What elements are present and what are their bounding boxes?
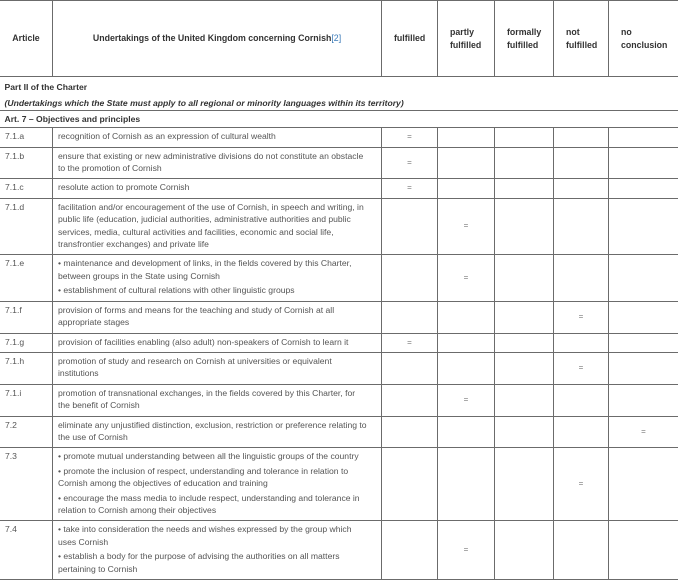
status-cell bbox=[554, 352, 609, 384]
header-partly-fulfilled: partly fulfilled bbox=[438, 1, 495, 77]
undertaking-text: ensure that existing or new administrative divisions do not constitute an obstacle to the promotion of Cornish bbox=[58, 150, 367, 175]
undertaking-text: • promote mutual understanding between all the linguistic groups of the country bbox=[58, 450, 367, 462]
status-cell bbox=[438, 255, 495, 301]
undertaking-text: facilitation and/or encouragement of the use of Cornish, in speech and writing, in public life (education, judicial authorities, administrative authorities and public services, media, cultural activities and facilities, economic and social life, transfrontier exchanges) and private life bbox=[58, 201, 367, 251]
status-mark-icon: = bbox=[464, 545, 469, 554]
status-cell bbox=[554, 198, 609, 255]
status-cell bbox=[554, 333, 609, 352]
status-cell bbox=[438, 384, 495, 416]
status-cell bbox=[495, 384, 554, 416]
status-cell bbox=[438, 128, 495, 147]
status-cell bbox=[382, 521, 438, 580]
status-cell bbox=[438, 448, 495, 521]
section-article: Art. 7 – Objectives and principles bbox=[0, 110, 678, 127]
status-cell bbox=[382, 198, 438, 255]
header-row bbox=[0, 1, 678, 77]
status-cell bbox=[609, 147, 678, 179]
section-part-note: (Undertakings which the State must apply to all regional or minority languages within its territory) bbox=[0, 95, 678, 110]
status-cell bbox=[495, 448, 554, 521]
status-cell bbox=[554, 416, 609, 448]
header-no-conclusion: no conclusion bbox=[609, 1, 678, 77]
header-not-fulfilled: not fulfilled bbox=[554, 1, 609, 77]
status-mark-icon: = bbox=[407, 132, 412, 141]
status-cell bbox=[609, 301, 678, 333]
reference-link[interactable]: [2] bbox=[331, 33, 341, 43]
undertaking-cell bbox=[53, 416, 382, 448]
undertaking-text: • establishment of cultural relations with other linguistic groups bbox=[58, 284, 367, 296]
status-cell bbox=[382, 128, 438, 147]
undertaking-cell bbox=[53, 128, 382, 147]
article-cell: 7.1.f bbox=[0, 301, 53, 333]
status-cell bbox=[609, 179, 678, 198]
status-cell bbox=[554, 448, 609, 521]
status-cell bbox=[495, 333, 554, 352]
status-cell bbox=[609, 333, 678, 352]
status-cell bbox=[554, 128, 609, 147]
undertaking-cell bbox=[53, 333, 382, 352]
status-cell bbox=[382, 333, 438, 352]
article-cell: 7.1.g bbox=[0, 333, 53, 352]
undertaking-cell bbox=[53, 255, 382, 301]
article-cell: 7.4 bbox=[0, 521, 53, 580]
status-cell bbox=[382, 255, 438, 301]
status-cell bbox=[382, 301, 438, 333]
undertaking-text: recognition of Cornish as an expression of cultural wealth bbox=[58, 130, 367, 142]
section-note-row bbox=[0, 95, 678, 110]
status-cell bbox=[609, 255, 678, 301]
article-cell: 7.3 bbox=[0, 448, 53, 521]
header-fulfilled: fulfilled bbox=[382, 1, 438, 77]
article-cell: 7.1.b bbox=[0, 147, 53, 179]
status-cell bbox=[554, 301, 609, 333]
status-cell bbox=[438, 416, 495, 448]
article-cell: 7.1.c bbox=[0, 179, 53, 198]
status-cell bbox=[495, 301, 554, 333]
status-mark-icon: = bbox=[407, 183, 412, 192]
undertaking-text: promotion of study and research on Cornish at universities or equivalent institutions bbox=[58, 355, 367, 380]
undertaking-text: eliminate any unjustified distinction, exclusion, restriction or preference relating to the use of Cornish bbox=[58, 419, 367, 444]
status-cell bbox=[609, 416, 678, 448]
undertaking-cell bbox=[53, 521, 382, 580]
header-undertakings bbox=[53, 1, 382, 77]
article-cell: 7.1.e bbox=[0, 255, 53, 301]
table-row bbox=[0, 198, 678, 255]
header-undertakings-label: Undertakings of the United Kingdom concerning Cornish bbox=[93, 33, 332, 43]
status-cell bbox=[438, 333, 495, 352]
status-cell bbox=[554, 384, 609, 416]
undertaking-text: resolute action to promote Cornish bbox=[58, 181, 367, 193]
undertaking-text: provision of forms and means for the teaching and study of Cornish at all appropriate stages bbox=[58, 304, 367, 329]
article-cell: 7.1.d bbox=[0, 198, 53, 255]
status-cell bbox=[438, 179, 495, 198]
status-cell bbox=[382, 416, 438, 448]
header-article: Article bbox=[0, 1, 53, 77]
article-cell: 7.1.i bbox=[0, 384, 53, 416]
status-cell bbox=[495, 255, 554, 301]
undertaking-text: • promote the inclusion of respect, understanding and tolerance in relation to Cornish among the objectives of education and training bbox=[58, 465, 367, 490]
status-cell bbox=[554, 255, 609, 301]
table-row bbox=[0, 521, 678, 580]
undertaking-cell bbox=[53, 179, 382, 198]
table-row bbox=[0, 384, 678, 416]
status-mark-icon: = bbox=[464, 221, 469, 230]
status-cell bbox=[438, 147, 495, 179]
table-row bbox=[0, 301, 678, 333]
status-cell bbox=[495, 416, 554, 448]
undertaking-cell bbox=[53, 301, 382, 333]
status-cell bbox=[438, 198, 495, 255]
status-cell bbox=[609, 352, 678, 384]
status-cell bbox=[609, 448, 678, 521]
status-cell bbox=[382, 384, 438, 416]
status-cell bbox=[495, 147, 554, 179]
status-cell bbox=[554, 521, 609, 580]
table-row bbox=[0, 128, 678, 147]
status-cell bbox=[554, 147, 609, 179]
status-cell bbox=[382, 352, 438, 384]
article-cell: 7.2 bbox=[0, 416, 53, 448]
status-cell bbox=[495, 128, 554, 147]
status-cell bbox=[382, 147, 438, 179]
section-part-row bbox=[0, 77, 678, 96]
undertaking-text: promotion of transnational exchanges, in the fields covered by this Charter, for the benefit of Cornish bbox=[58, 387, 367, 412]
undertaking-text: provision of facilities enabling (also adult) non-speakers of Cornish to learn it bbox=[58, 336, 367, 348]
table-row bbox=[0, 179, 678, 198]
status-cell bbox=[495, 352, 554, 384]
undertaking-cell bbox=[53, 352, 382, 384]
table-row bbox=[0, 255, 678, 301]
table-row bbox=[0, 147, 678, 179]
status-cell bbox=[495, 521, 554, 580]
status-mark-icon: = bbox=[407, 158, 412, 167]
status-cell bbox=[438, 301, 495, 333]
status-cell bbox=[382, 448, 438, 521]
table-row bbox=[0, 352, 678, 384]
status-mark-icon: = bbox=[407, 338, 412, 347]
article-cell: 7.1.a bbox=[0, 128, 53, 147]
undertaking-text: • establish a body for the purpose of advising the authorities on all matters pertaining to Cornish bbox=[58, 550, 367, 575]
status-cell bbox=[609, 128, 678, 147]
status-cell bbox=[495, 198, 554, 255]
status-mark-icon: = bbox=[579, 479, 584, 488]
status-cell bbox=[438, 352, 495, 384]
table-row bbox=[0, 333, 678, 352]
status-cell bbox=[382, 179, 438, 198]
undertaking-text: • take into consideration the needs and wishes expressed by the group which uses Cornish bbox=[58, 523, 367, 548]
table-row bbox=[0, 448, 678, 521]
undertaking-cell bbox=[53, 384, 382, 416]
undertaking-cell bbox=[53, 147, 382, 179]
section-part: Part II of the Charter bbox=[0, 77, 678, 96]
undertaking-text: • maintenance and development of links, in the fields covered by this Charter, between groups in the State using Cornish bbox=[58, 257, 367, 282]
status-mark-icon: = bbox=[579, 363, 584, 372]
undertaking-text: • encourage the mass media to include respect, understanding and tolerance in relation to Cornish among their objectives bbox=[58, 492, 367, 517]
status-mark-icon: = bbox=[579, 312, 584, 321]
undertaking-cell bbox=[53, 448, 382, 521]
article-cell: 7.1.h bbox=[0, 352, 53, 384]
status-cell bbox=[438, 521, 495, 580]
status-cell bbox=[609, 521, 678, 580]
status-mark-icon: = bbox=[464, 273, 469, 282]
status-mark-icon: = bbox=[464, 395, 469, 404]
section-article-row bbox=[0, 110, 678, 127]
status-mark-icon: = bbox=[641, 427, 646, 436]
status-cell bbox=[495, 179, 554, 198]
table-row bbox=[0, 416, 678, 448]
status-cell bbox=[554, 179, 609, 198]
status-cell bbox=[609, 384, 678, 416]
header-formally-fulfilled: formally fulfilled bbox=[495, 1, 554, 77]
undertaking-cell bbox=[53, 198, 382, 255]
status-cell bbox=[609, 198, 678, 255]
